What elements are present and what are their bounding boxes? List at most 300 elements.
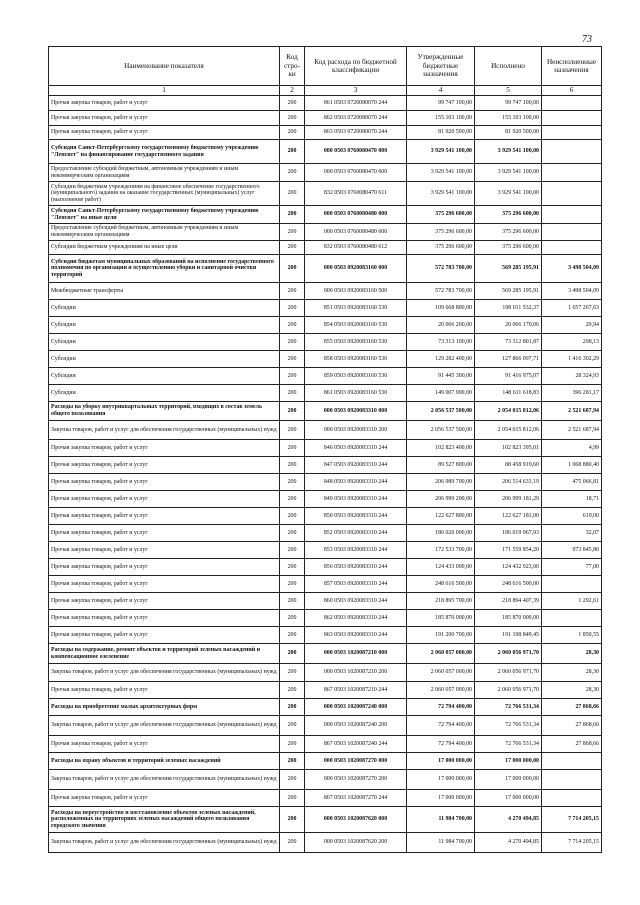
unexecuted-amount-cell: 298,13 bbox=[542, 334, 602, 351]
indicator-name-cell: Субсидии bbox=[49, 334, 280, 351]
indicator-name-cell: Субсидии бюджетам муниципальных образований на исполнение государственного полномочия по организации и осуществлению уборки и санитарной очистки территорий bbox=[49, 255, 280, 283]
row-code-cell: 200 bbox=[280, 525, 305, 542]
indicator-name-cell: Субсидии bbox=[49, 385, 280, 402]
table-row bbox=[49, 351, 602, 368]
approved-amount-cell: 155 103 100,00 bbox=[407, 111, 475, 126]
approved-amount-cell: 191 200 700,00 bbox=[407, 627, 475, 644]
table-row bbox=[49, 206, 602, 224]
approved-amount-cell: 149 007 900,00 bbox=[407, 385, 475, 402]
approved-amount-cell: 206 999 200,00 bbox=[407, 491, 475, 508]
approved-amount-cell: 2 056 537 500,00 bbox=[407, 421, 475, 440]
unexecuted-amount-cell bbox=[542, 126, 602, 140]
unexecuted-amount-cell: 28,30 bbox=[542, 664, 602, 682]
approved-amount-cell: 72 794 400,00 bbox=[407, 716, 475, 736]
approved-amount-cell: 572 783 700,00 bbox=[407, 255, 475, 283]
executed-amount-cell: 73 312 801,87 bbox=[475, 334, 542, 351]
indicator-name-cell: Прочая закупка товаров, работ и услуг bbox=[49, 736, 280, 753]
budget-code-cell: 000 0503 1020087620 200 bbox=[305, 833, 407, 853]
unexecuted-amount-cell: 1 416 302,29 bbox=[542, 351, 602, 368]
indicator-name-cell: Субсидии bbox=[49, 300, 280, 317]
table-row bbox=[49, 525, 602, 542]
executed-amount-cell: 3 929 541 100,00 bbox=[475, 164, 542, 182]
indicator-name-cell: Расходы на содержание, ремонт объектов и территорий зеленых насаждений и компенсационное озеленение bbox=[49, 644, 280, 664]
unexecuted-amount-cell bbox=[542, 164, 602, 182]
row-code-cell: 200 bbox=[280, 317, 305, 334]
row-code-cell: 200 bbox=[280, 736, 305, 753]
table-row bbox=[49, 716, 602, 736]
row-code-cell: 200 bbox=[280, 542, 305, 559]
unexecuted-amount-cell: 3 498 504,09 bbox=[542, 283, 602, 300]
table-row bbox=[49, 317, 602, 334]
approved-amount-cell: 172 533 700,00 bbox=[407, 542, 475, 559]
budget-code-cell: 861 0503 0720080070 244 bbox=[305, 96, 407, 111]
executed-amount-cell: 375 296 600,00 bbox=[475, 241, 542, 255]
indicator-name-cell: Субсидии bbox=[49, 368, 280, 385]
approved-amount-cell: 572 783 700,00 bbox=[407, 283, 475, 300]
indicator-name-cell: Прочая закупка товаров, работ и услуг bbox=[49, 491, 280, 508]
header-approved: Утвержденные бюджетные назначения bbox=[407, 47, 475, 86]
approved-amount-cell: 185 870 000,00 bbox=[407, 610, 475, 627]
executed-amount-cell: 569 285 195,91 bbox=[475, 283, 542, 300]
header-indicator-name: Наименование показателя bbox=[49, 47, 280, 86]
budget-code-cell: 000 0503 1020087620 000 bbox=[305, 807, 407, 833]
unexecuted-amount-cell: 77,00 bbox=[542, 559, 602, 576]
executed-amount-cell: 99 747 100,00 bbox=[475, 96, 542, 111]
executed-amount-cell: 72 766 531,34 bbox=[475, 699, 542, 716]
table-row bbox=[49, 833, 602, 853]
table-row bbox=[49, 255, 602, 283]
budget-code-cell: 863 0503 0720080070 244 bbox=[305, 126, 407, 140]
indicator-name-cell: Расходы на приобретение малых архитектурных форм bbox=[49, 699, 280, 716]
executed-amount-cell: 127 866 097,71 bbox=[475, 351, 542, 368]
table-row bbox=[49, 385, 602, 402]
header-executed: Исполнено bbox=[475, 47, 542, 86]
unexecuted-amount-cell: 27 868,66 bbox=[542, 716, 602, 736]
approved-amount-cell: 11 984 700,00 bbox=[407, 807, 475, 833]
executed-amount-cell: 206 514 633,19 bbox=[475, 474, 542, 491]
column-number-row bbox=[49, 86, 602, 96]
budget-execution-table bbox=[48, 46, 602, 853]
executed-amount-cell: 2 054 015 812,06 bbox=[475, 402, 542, 421]
row-code-cell: 200 bbox=[280, 508, 305, 525]
unexecuted-amount-cell: 28,30 bbox=[542, 682, 602, 699]
budget-code-cell: 852 0503 0920083310 244 bbox=[305, 525, 407, 542]
row-code-cell: 200 bbox=[280, 664, 305, 682]
table-row bbox=[49, 241, 602, 255]
row-code-cell: 200 bbox=[280, 833, 305, 853]
executed-amount-cell: 191 198 849,45 bbox=[475, 627, 542, 644]
approved-amount-cell: 72 794 400,00 bbox=[407, 736, 475, 753]
column-number: 2 bbox=[280, 86, 305, 96]
approved-amount-cell: 248 616 500,00 bbox=[407, 576, 475, 593]
table-row bbox=[49, 440, 602, 457]
executed-amount-cell: 375 296 600,00 bbox=[475, 206, 542, 224]
row-code-cell: 200 bbox=[280, 644, 305, 664]
indicator-name-cell: Расходы на охрану объектов и территорий зеленых насаждений bbox=[49, 753, 280, 770]
row-code-cell: 200 bbox=[280, 491, 305, 508]
executed-amount-cell: 88 458 919,60 bbox=[475, 457, 542, 474]
table-row bbox=[49, 334, 602, 351]
executed-amount-cell: 17 000 000,00 bbox=[475, 770, 542, 790]
executed-amount-cell: 4 270 494,85 bbox=[475, 833, 542, 853]
budget-code-cell: 000 0503 0760080480 600 bbox=[305, 224, 407, 241]
unexecuted-amount-cell: 619,00 bbox=[542, 508, 602, 525]
row-code-cell: 200 bbox=[280, 300, 305, 317]
unexecuted-amount-cell: 2 521 687,94 bbox=[542, 402, 602, 421]
row-code-cell: 200 bbox=[280, 559, 305, 576]
table-row bbox=[49, 542, 602, 559]
budget-code-cell: 000 0503 1020087210 200 bbox=[305, 664, 407, 682]
approved-amount-cell: 129 282 400,00 bbox=[407, 351, 475, 368]
approved-amount-cell: 2 060 057 000,00 bbox=[407, 664, 475, 682]
budget-code-cell: 857 0503 0920083310 244 bbox=[305, 576, 407, 593]
header-row-code: Код стро-ки bbox=[280, 47, 305, 86]
indicator-name-cell: Закупка товаров, работ и услуг для обеспечения государственных (муниципальных) нужд bbox=[49, 716, 280, 736]
indicator-name-cell: Закупка товаров, работ и услуг для обеспечения государственных (муниципальных) нужд bbox=[49, 833, 280, 853]
budget-code-cell: 850 0503 0920083310 244 bbox=[305, 508, 407, 525]
executed-amount-cell: 17 000 000,00 bbox=[475, 753, 542, 770]
approved-amount-cell: 20 066 200,00 bbox=[407, 317, 475, 334]
budget-code-cell: 867 0503 1020087210 244 bbox=[305, 682, 407, 699]
unexecuted-amount-cell: 475 066,81 bbox=[542, 474, 602, 491]
indicator-name-cell: Прочая закупка товаров, работ и услуг bbox=[49, 508, 280, 525]
indicator-name-cell: Закупка товаров, работ и услуг для обеспечения государственных (муниципальных) нужд bbox=[49, 770, 280, 790]
row-code-cell: 200 bbox=[280, 283, 305, 300]
indicator-name-cell: Закупка товаров, работ и услуг для обеспечения государственных (муниципальных) нужд bbox=[49, 421, 280, 440]
executed-amount-cell: 72 766 531,34 bbox=[475, 736, 542, 753]
budget-code-cell: 000 0503 0760080470 600 bbox=[305, 164, 407, 182]
indicator-name-cell: Прочая закупка товаров, работ и услуг bbox=[49, 126, 280, 140]
budget-code-cell: 862 0503 0920083310 244 bbox=[305, 610, 407, 627]
budget-code-cell: 854 0503 0920083160 530 bbox=[305, 317, 407, 334]
unexecuted-amount-cell: 28,30 bbox=[542, 644, 602, 664]
approved-amount-cell: 17 000 000,00 bbox=[407, 753, 475, 770]
budget-code-cell: 853 0503 0920083310 244 bbox=[305, 542, 407, 559]
unexecuted-amount-cell bbox=[542, 206, 602, 224]
unexecuted-amount-cell: 4,99 bbox=[542, 440, 602, 457]
approved-amount-cell: 91 445 300,00 bbox=[407, 368, 475, 385]
unexecuted-amount-cell: 396 281,17 bbox=[542, 385, 602, 402]
table-row bbox=[49, 491, 602, 508]
approved-amount-cell: 186 020 000,00 bbox=[407, 525, 475, 542]
indicator-name-cell: Прочая закупка товаров, работ и услуг bbox=[49, 559, 280, 576]
budget-code-cell: 000 0503 0760080470 000 bbox=[305, 140, 407, 164]
table-row bbox=[49, 559, 602, 576]
unexecuted-amount-cell bbox=[542, 790, 602, 807]
indicator-name-cell: Прочая закупка товаров, работ и услуг bbox=[49, 457, 280, 474]
approved-amount-cell: 72 794 400,00 bbox=[407, 699, 475, 716]
budget-code-cell: 861 0503 0920083160 530 bbox=[305, 385, 407, 402]
executed-amount-cell: 2 060 056 971,70 bbox=[475, 664, 542, 682]
row-code-cell: 200 bbox=[280, 593, 305, 610]
executed-amount-cell: 186 019 967,93 bbox=[475, 525, 542, 542]
budget-code-cell: 832 0503 0760080470 611 bbox=[305, 182, 407, 206]
table-row bbox=[49, 283, 602, 300]
indicator-name-cell: Субсидии bbox=[49, 351, 280, 368]
indicator-name-cell: Прочая закупка товаров, работ и услуг bbox=[49, 682, 280, 699]
indicator-name-cell: Субсидии бюджетным учреждениям на иные цели bbox=[49, 241, 280, 255]
executed-amount-cell: 91 416 975,07 bbox=[475, 368, 542, 385]
table-row bbox=[49, 111, 602, 126]
table-row bbox=[49, 182, 602, 206]
row-code-cell: 200 bbox=[280, 716, 305, 736]
table-row bbox=[49, 300, 602, 317]
budget-code-cell: 848 0503 0920083310 244 bbox=[305, 474, 407, 491]
table-row bbox=[49, 96, 602, 111]
executed-amount-cell: 3 929 541 100,00 bbox=[475, 140, 542, 164]
executed-amount-cell: 248 616 500,00 bbox=[475, 576, 542, 593]
table-row bbox=[49, 770, 602, 790]
approved-amount-cell: 89 527 800,00 bbox=[407, 457, 475, 474]
budget-code-cell: 858 0503 0920083160 530 bbox=[305, 351, 407, 368]
budget-code-cell: 855 0503 0920083160 530 bbox=[305, 334, 407, 351]
column-number: 5 bbox=[475, 86, 542, 96]
budget-code-cell: 867 0503 1020087270 244 bbox=[305, 790, 407, 807]
row-code-cell: 200 bbox=[280, 334, 305, 351]
executed-amount-cell: 72 766 531,34 bbox=[475, 716, 542, 736]
table-row bbox=[49, 593, 602, 610]
approved-amount-cell: 3 929 541 100,00 bbox=[407, 140, 475, 164]
row-code-cell: 200 bbox=[280, 126, 305, 140]
row-code-cell: 200 bbox=[280, 164, 305, 182]
unexecuted-amount-cell bbox=[542, 224, 602, 241]
table-row bbox=[49, 699, 602, 716]
table-row bbox=[49, 610, 602, 627]
unexecuted-amount-cell: 973 845,80 bbox=[542, 542, 602, 559]
approved-amount-cell: 2 060 057 000,00 bbox=[407, 644, 475, 664]
approved-amount-cell: 124 433 000,00 bbox=[407, 559, 475, 576]
budget-code-cell: 000 0503 1020087270 000 bbox=[305, 753, 407, 770]
indicator-name-cell: Прочая закупка товаров, работ и услуг bbox=[49, 96, 280, 111]
unexecuted-amount-cell: 27 868,66 bbox=[542, 699, 602, 716]
row-code-cell: 200 bbox=[280, 385, 305, 402]
budget-code-cell: 851 0503 0920083160 530 bbox=[305, 300, 407, 317]
executed-amount-cell: 122 627 181,00 bbox=[475, 508, 542, 525]
row-code-cell: 200 bbox=[280, 457, 305, 474]
executed-amount-cell: 81 920 500,00 bbox=[475, 126, 542, 140]
table-row bbox=[49, 753, 602, 770]
column-number: 3 bbox=[305, 86, 407, 96]
approved-amount-cell: 3 929 541 100,00 bbox=[407, 182, 475, 206]
table-row bbox=[49, 807, 602, 833]
budget-code-cell: 000 0503 0920083310 000 bbox=[305, 402, 407, 421]
approved-amount-cell: 3 929 541 100,00 bbox=[407, 164, 475, 182]
executed-amount-cell: 2 060 056 971,70 bbox=[475, 682, 542, 699]
table-row bbox=[49, 224, 602, 241]
page-number: 73 bbox=[582, 34, 592, 45]
budget-code-cell: 000 0503 1020087240 000 bbox=[305, 699, 407, 716]
row-code-cell: 200 bbox=[280, 96, 305, 111]
row-code-cell: 200 bbox=[280, 402, 305, 421]
row-code-cell: 200 bbox=[280, 440, 305, 457]
budget-code-cell: 859 0503 0920083160 530 bbox=[305, 368, 407, 385]
unexecuted-amount-cell: 1 850,55 bbox=[542, 627, 602, 644]
unexecuted-amount-cell bbox=[542, 770, 602, 790]
approved-amount-cell: 17 000 000,00 bbox=[407, 770, 475, 790]
approved-amount-cell: 2 060 057 000,00 bbox=[407, 682, 475, 699]
row-code-cell: 200 bbox=[280, 241, 305, 255]
indicator-name-cell: Прочая закупка товаров, работ и услуг bbox=[49, 440, 280, 457]
indicator-name-cell: Прочая закупка товаров, работ и услуг bbox=[49, 610, 280, 627]
row-code-cell: 200 bbox=[280, 224, 305, 241]
table-body bbox=[49, 96, 602, 853]
indicator-name-cell: Прочая закупка товаров, работ и услуг bbox=[49, 525, 280, 542]
executed-amount-cell: 4 270 494,85 bbox=[475, 807, 542, 833]
executed-amount-cell: 171 559 854,20 bbox=[475, 542, 542, 559]
row-code-cell: 200 bbox=[280, 753, 305, 770]
table-row bbox=[49, 126, 602, 140]
table-row bbox=[49, 682, 602, 699]
unexecuted-amount-cell: 32,07 bbox=[542, 525, 602, 542]
budget-code-cell: 862 0503 0720080070 244 bbox=[305, 111, 407, 126]
unexecuted-amount-cell: 27 868,66 bbox=[542, 736, 602, 753]
budget-code-cell: 000 0503 0760080480 000 bbox=[305, 206, 407, 224]
column-number: 4 bbox=[407, 86, 475, 96]
unexecuted-amount-cell: 3 498 504,09 bbox=[542, 255, 602, 283]
unexecuted-amount-cell bbox=[542, 753, 602, 770]
header-row bbox=[49, 47, 602, 86]
indicator-name-cell: Закупка товаров, работ и услуг для обеспечения государственных (муниципальных) нужд bbox=[49, 664, 280, 682]
approved-amount-cell: 375 296 600,00 bbox=[407, 206, 475, 224]
executed-amount-cell: 102 823 395,01 bbox=[475, 440, 542, 457]
unexecuted-amount-cell: 7 714 205,15 bbox=[542, 807, 602, 833]
budget-code-cell: 846 0503 0920083310 244 bbox=[305, 440, 407, 457]
indicator-name-cell: Предоставление субсидий бюджетным, автономным учреждениям и иным некоммерческим организациям bbox=[49, 164, 280, 182]
approved-amount-cell: 375 296 600,00 bbox=[407, 224, 475, 241]
table-row bbox=[49, 402, 602, 421]
indicator-name-cell: Предоставление субсидий бюджетным, автономным учреждениям и иным некоммерческим организациям bbox=[49, 224, 280, 241]
executed-amount-cell: 3 929 541 100,00 bbox=[475, 182, 542, 206]
row-code-cell: 200 bbox=[280, 182, 305, 206]
row-code-cell: 200 bbox=[280, 790, 305, 807]
unexecuted-amount-cell bbox=[542, 111, 602, 126]
table-row bbox=[49, 576, 602, 593]
budget-code-cell: 856 0503 0920083310 244 bbox=[305, 559, 407, 576]
row-code-cell: 200 bbox=[280, 206, 305, 224]
row-code-cell: 200 bbox=[280, 770, 305, 790]
executed-amount-cell: 2 054 015 812,06 bbox=[475, 421, 542, 440]
approved-amount-cell: 102 823 400,00 bbox=[407, 440, 475, 457]
table-row bbox=[49, 627, 602, 644]
approved-amount-cell: 17 000 000,00 bbox=[407, 790, 475, 807]
executed-amount-cell: 108 011 532,37 bbox=[475, 300, 542, 317]
budget-code-cell: 867 0503 1020087240 244 bbox=[305, 736, 407, 753]
column-number: 1 bbox=[49, 86, 280, 96]
budget-code-cell: 860 0503 0920083310 244 bbox=[305, 593, 407, 610]
row-code-cell: 200 bbox=[280, 576, 305, 593]
row-code-cell: 200 bbox=[280, 351, 305, 368]
approved-amount-cell: 206 989 700,00 bbox=[407, 474, 475, 491]
unexecuted-amount-cell bbox=[542, 610, 602, 627]
row-code-cell: 200 bbox=[280, 699, 305, 716]
unexecuted-amount-cell bbox=[542, 182, 602, 206]
budget-code-cell: 000 0503 0920083160 000 bbox=[305, 255, 407, 283]
executed-amount-cell: 124 432 923,00 bbox=[475, 559, 542, 576]
budget-code-cell: 000 0503 1020087240 200 bbox=[305, 716, 407, 736]
unexecuted-amount-cell: 2 521 687,94 bbox=[542, 421, 602, 440]
unexecuted-amount-cell: 1 292,61 bbox=[542, 593, 602, 610]
row-code-cell: 200 bbox=[280, 682, 305, 699]
unexecuted-amount-cell: 1 657 267,63 bbox=[542, 300, 602, 317]
table-row bbox=[49, 790, 602, 807]
executed-amount-cell: 218 894 407,39 bbox=[475, 593, 542, 610]
executed-amount-cell: 155 103 100,00 bbox=[475, 111, 542, 126]
budget-code-cell: 832 0503 0760080480 612 bbox=[305, 241, 407, 255]
approved-amount-cell: 122 627 800,00 bbox=[407, 508, 475, 525]
row-code-cell: 200 bbox=[280, 474, 305, 491]
unexecuted-amount-cell: 28 324,93 bbox=[542, 368, 602, 385]
row-code-cell: 200 bbox=[280, 421, 305, 440]
unexecuted-amount-cell bbox=[542, 96, 602, 111]
row-code-cell: 200 bbox=[280, 140, 305, 164]
indicator-name-cell: Субсидия Санкт-Петербургскому государственному бюджетному учреждению "Ленсвет" на финансирование государственного задания bbox=[49, 140, 280, 164]
unexecuted-amount-cell: 7 714 205,15 bbox=[542, 833, 602, 853]
indicator-name-cell: Прочая закупка товаров, работ и услуг bbox=[49, 111, 280, 126]
table-row bbox=[49, 508, 602, 525]
budget-code-cell: 863 0503 0920083310 244 bbox=[305, 627, 407, 644]
column-number: 6 bbox=[542, 86, 602, 96]
indicator-name-cell: Расходы на переустройство и восстановление объектов зеленых насаждений, расположенных на территориях зеленых насаждений общего пользования городского значения bbox=[49, 807, 280, 833]
header-unexecuted: Неисполненные назначения bbox=[542, 47, 602, 86]
table-row bbox=[49, 736, 602, 753]
budget-code-cell: 849 0503 0920083310 244 bbox=[305, 491, 407, 508]
indicator-name-cell: Прочая закупка товаров, работ и услуг bbox=[49, 593, 280, 610]
table-row bbox=[49, 164, 602, 182]
indicator-name-cell: Прочая закупка товаров, работ и услуг bbox=[49, 542, 280, 559]
executed-amount-cell: 2 060 056 971,70 bbox=[475, 644, 542, 664]
indicator-name-cell: Субсидии bbox=[49, 317, 280, 334]
row-code-cell: 200 bbox=[280, 610, 305, 627]
indicator-name-cell: Прочая закупка товаров, работ и услуг bbox=[49, 576, 280, 593]
row-code-cell: 200 bbox=[280, 807, 305, 833]
executed-amount-cell: 185 870 000,00 bbox=[475, 610, 542, 627]
unexecuted-amount-cell bbox=[542, 576, 602, 593]
approved-amount-cell: 81 920 500,00 bbox=[407, 126, 475, 140]
executed-amount-cell: 20 066 170,06 bbox=[475, 317, 542, 334]
row-code-cell: 200 bbox=[280, 627, 305, 644]
row-code-cell: 200 bbox=[280, 111, 305, 126]
row-code-cell: 200 bbox=[280, 368, 305, 385]
unexecuted-amount-cell bbox=[542, 140, 602, 164]
table-row bbox=[49, 644, 602, 664]
executed-amount-cell: 206 999 181,29 bbox=[475, 491, 542, 508]
executed-amount-cell: 148 611 618,83 bbox=[475, 385, 542, 402]
approved-amount-cell: 109 668 800,00 bbox=[407, 300, 475, 317]
approved-amount-cell: 11 984 700,00 bbox=[407, 833, 475, 853]
budget-code-cell: 847 0503 0920083310 244 bbox=[305, 457, 407, 474]
unexecuted-amount-cell: 18,71 bbox=[542, 491, 602, 508]
approved-amount-cell: 73 313 100,00 bbox=[407, 334, 475, 351]
unexecuted-amount-cell bbox=[542, 241, 602, 255]
indicator-name-cell: Межбюджетные трансферты bbox=[49, 283, 280, 300]
table-row bbox=[49, 421, 602, 440]
unexecuted-amount-cell: 29,94 bbox=[542, 317, 602, 334]
row-code-cell: 200 bbox=[280, 255, 305, 283]
table-row bbox=[49, 457, 602, 474]
approved-amount-cell: 99 747 100,00 bbox=[407, 96, 475, 111]
approved-amount-cell: 218 895 700,00 bbox=[407, 593, 475, 610]
indicator-name-cell: Субсидия Санкт-Петербургскому государственному бюджетному учреждению "Ленсвет" на иные цели bbox=[49, 206, 280, 224]
table-row bbox=[49, 664, 602, 682]
executed-amount-cell: 17 000 000,00 bbox=[475, 790, 542, 807]
indicator-name-cell: Расходы на уборку внутриквартальных территорий, входящих в состав земель общего пользования bbox=[49, 402, 280, 421]
budget-code-cell: 000 0503 0920083160 500 bbox=[305, 283, 407, 300]
table-row bbox=[49, 368, 602, 385]
executed-amount-cell: 375 296 600,00 bbox=[475, 224, 542, 241]
approved-amount-cell: 375 296 600,00 bbox=[407, 241, 475, 255]
budget-code-cell: 000 0503 1020087210 000 bbox=[305, 644, 407, 664]
indicator-name-cell: Прочая закупка товаров, работ и услуг bbox=[49, 474, 280, 491]
